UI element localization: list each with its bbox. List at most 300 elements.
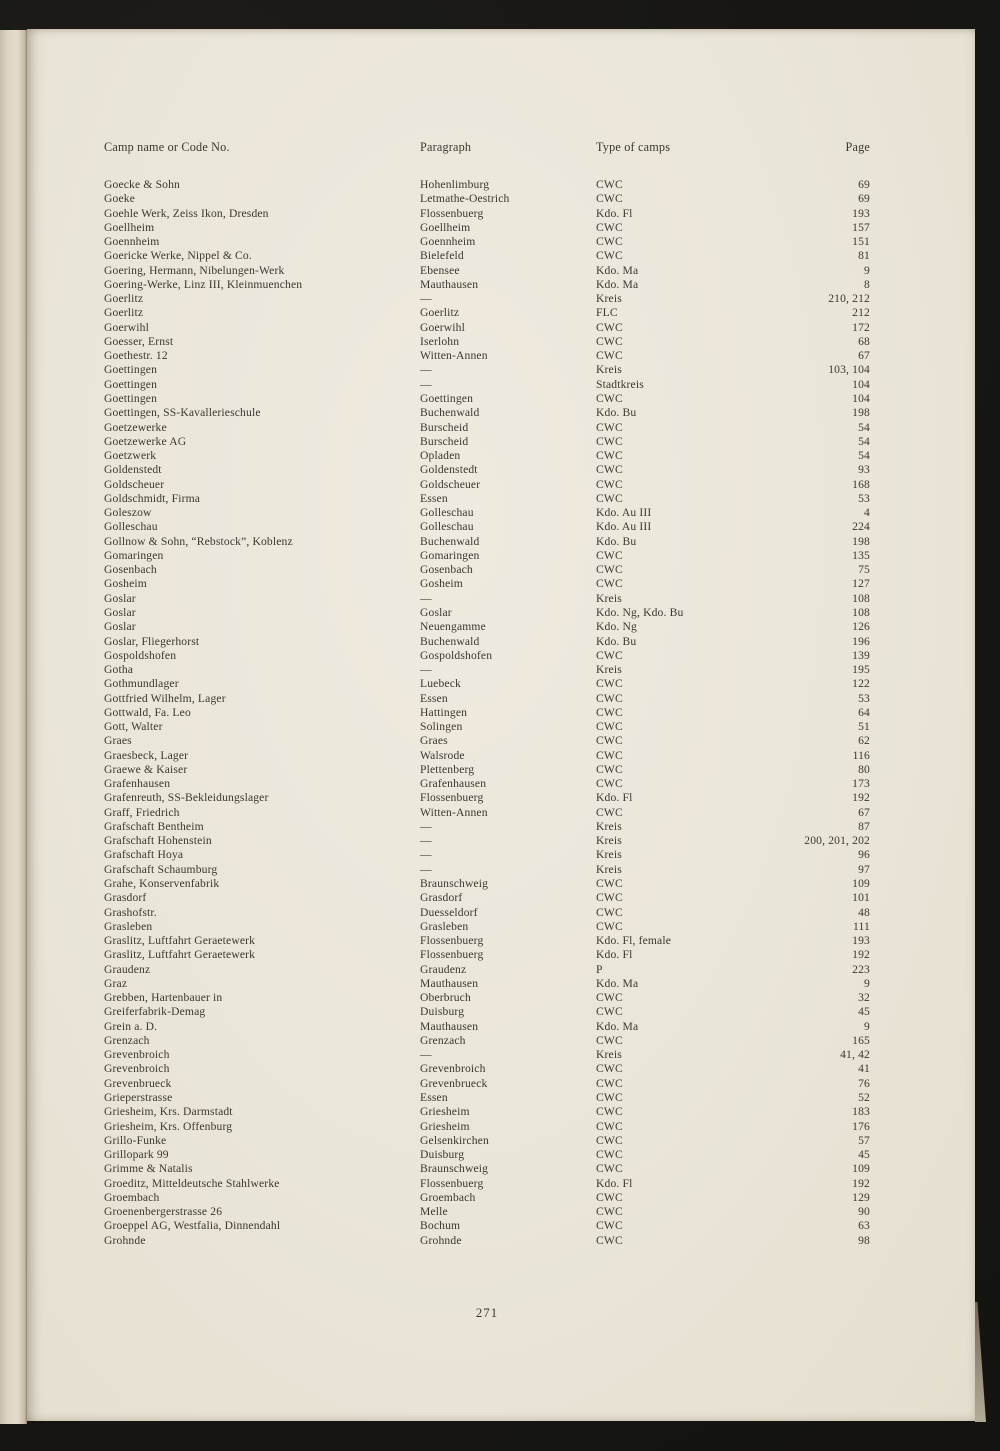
cell-page: 210, 212 <box>828 292 870 306</box>
cell-page: 9 <box>864 976 870 990</box>
cell-camp: Gott, Walter <box>104 720 163 734</box>
cell-paragraph: Mauthausen <box>420 277 479 291</box>
table-row <box>104 1020 870 1034</box>
cell-paragraph: — <box>420 292 432 306</box>
cell-page: 54 <box>858 434 870 448</box>
cell-page: 81 <box>858 249 870 263</box>
table-row <box>104 934 870 948</box>
cell-page: 104 <box>852 377 870 391</box>
table-row <box>104 349 870 363</box>
cell-page: 76 <box>858 1076 870 1090</box>
table-row <box>104 848 870 862</box>
cell-camp: Goettingen <box>104 377 158 391</box>
cell-camp: Grasdorf <box>104 891 147 905</box>
table-row <box>104 506 870 520</box>
cell-camp: Grevenbroich <box>104 1062 170 1076</box>
cell-page: 109 <box>852 877 870 891</box>
cell-page: 223 <box>852 962 870 976</box>
cell-page: 48 <box>858 905 870 919</box>
cell-paragraph: Essen <box>420 1091 448 1104</box>
cell-type: Kreis <box>596 834 622 848</box>
cell-camp: Gothmundlager <box>104 677 179 691</box>
cell-paragraph: Duesseldorf <box>420 905 478 919</box>
cell-paragraph: Hohenlimburg <box>420 178 490 191</box>
table-row <box>104 235 870 249</box>
cell-camp: Goehle Werk, Zeiss Ikon, Dresden <box>104 206 269 220</box>
table-row <box>104 663 870 677</box>
cell-page: 57 <box>858 1133 870 1147</box>
cell-type: CWC <box>596 548 623 562</box>
table-row <box>104 378 870 392</box>
cell-camp: Gomaringen <box>104 548 164 562</box>
cell-page: 4 <box>864 506 870 520</box>
cell-camp: Graudenz <box>104 962 151 976</box>
cell-paragraph: Witten-Annen <box>420 349 488 363</box>
cell-page: 93 <box>858 463 870 477</box>
cell-paragraph: — <box>420 1048 432 1062</box>
cell-page: 198 <box>852 406 870 420</box>
cell-page: 212 <box>852 306 870 320</box>
cell-camp: Goldscheuer <box>104 477 165 491</box>
cell-type: CWC <box>596 434 623 448</box>
cell-paragraph: Golleschau <box>420 520 474 534</box>
cell-type: CWC <box>596 1119 623 1133</box>
cell-type: CWC <box>596 334 623 348</box>
cell-paragraph: Goettingen <box>420 391 474 405</box>
table-row <box>104 449 870 463</box>
cell-paragraph: Goellheim <box>420 220 471 234</box>
cell-type: CWC <box>596 734 623 748</box>
cell-paragraph: Braunschweig <box>420 877 489 891</box>
cell-page: 126 <box>852 620 870 634</box>
cell-type: FLC <box>596 306 618 320</box>
table-row <box>104 677 870 691</box>
cell-paragraph: Grenzach <box>420 1033 466 1047</box>
table-row <box>104 1234 870 1248</box>
cell-camp: Goennheim <box>104 235 160 249</box>
table-row <box>104 1048 870 1062</box>
header-page: Page <box>845 140 870 154</box>
cell-type: Kdo. Ng <box>596 620 637 634</box>
cell-camp: Grein a. D. <box>104 1019 158 1033</box>
cell-page: 32 <box>858 991 870 1005</box>
cell-paragraph: Golleschau <box>420 506 474 520</box>
cell-page: 165 <box>852 1033 870 1047</box>
cell-camp: Goetzwerk <box>104 449 157 463</box>
cell-type: CWC <box>596 1219 623 1233</box>
cell-type: CWC <box>596 391 623 405</box>
cell-page: 67 <box>858 805 870 819</box>
cell-paragraph: Grevenbrueck <box>420 1076 488 1090</box>
cell-page: 183 <box>852 1105 870 1119</box>
cell-paragraph: Buchenwald <box>420 634 480 648</box>
cell-type: CWC <box>596 705 623 719</box>
cell-camp: Groembach <box>104 1190 160 1204</box>
cell-camp: Grafschaft Hohenstein <box>104 834 212 848</box>
cell-page: 9 <box>864 1019 870 1033</box>
cell-type: CWC <box>596 991 623 1005</box>
cell-page: 139 <box>852 648 870 662</box>
table-row <box>104 520 870 534</box>
table-row <box>104 478 870 492</box>
cell-type: CWC <box>596 235 623 249</box>
table-row <box>104 335 870 349</box>
cell-page: 198 <box>852 534 870 548</box>
cell-paragraph: Luebeck <box>420 677 461 691</box>
table-row <box>104 834 870 848</box>
cell-paragraph: Grasleben <box>420 919 469 933</box>
table-row <box>104 563 870 577</box>
cell-camp: Griesheim, Krs. Offenburg <box>104 1119 233 1133</box>
cell-type: CWC <box>596 192 623 206</box>
cell-type: Kdo. Ma <box>596 1019 639 1033</box>
cell-page: 87 <box>858 819 870 833</box>
cell-paragraph: Mauthausen <box>420 1019 479 1033</box>
cell-paragraph: Flossenbuerg <box>420 934 484 948</box>
cell-camp: Goleszow <box>104 506 152 520</box>
cell-type: CWC <box>596 748 623 762</box>
cell-paragraph: Walsrode <box>420 748 465 762</box>
cell-camp: Grillo-Funke <box>104 1133 167 1147</box>
cell-paragraph: Goerwihl <box>420 320 465 334</box>
cell-page: 172 <box>852 320 870 334</box>
cell-type: Kdo. Ma <box>596 277 639 291</box>
table-row <box>104 977 870 991</box>
cell-paragraph: Burscheid <box>420 434 469 448</box>
cell-type: CWC <box>596 491 623 505</box>
cell-camp: Grashofstr. <box>104 905 157 919</box>
cell-camp: Grieperstrasse <box>104 1091 173 1104</box>
cell-page: 192 <box>852 1176 870 1190</box>
cell-type: CWC <box>596 905 623 919</box>
cell-page: 64 <box>858 705 870 719</box>
cell-paragraph: Goerlitz <box>420 306 460 320</box>
cell-paragraph: Graudenz <box>420 962 467 976</box>
cell-camp: Graes <box>104 734 132 748</box>
cell-paragraph: — <box>420 848 432 862</box>
cell-type: CWC <box>596 220 623 234</box>
book-page-stack-edge-right <box>975 1302 986 1422</box>
cell-camp: Grillopark 99 <box>104 1148 169 1162</box>
cell-type: Kreis <box>596 819 622 833</box>
cell-page: 193 <box>852 206 870 220</box>
table-row <box>104 1219 870 1233</box>
cell-page: 129 <box>852 1190 870 1204</box>
table-row <box>104 1162 870 1176</box>
cell-page: 68 <box>858 334 870 348</box>
cell-camp: Graff, Friedrich <box>104 805 180 819</box>
cell-paragraph: Iserlohn <box>420 334 460 348</box>
cell-camp: Gosheim <box>104 577 147 591</box>
cell-page: 135 <box>852 548 870 562</box>
cell-page: 195 <box>852 663 870 677</box>
cell-camp: Goettingen <box>104 363 158 377</box>
table-row <box>104 991 870 1005</box>
cell-camp: Groeppel AG, Westfalia, Dinnendahl <box>104 1219 281 1233</box>
cell-camp: Grahe, Konservenfabrik <box>104 877 220 891</box>
cell-page: 62 <box>858 734 870 748</box>
cell-paragraph: Melle <box>420 1205 448 1219</box>
cell-page: 103, 104 <box>828 363 870 377</box>
table-rows <box>104 178 870 1248</box>
cell-paragraph: Grevenbroich <box>420 1062 486 1076</box>
cell-camp: Goering-Werke, Linz III, Kleinmuenchen <box>104 277 303 291</box>
cell-page: 224 <box>852 520 870 534</box>
cell-camp: Graesbeck, Lager <box>104 748 189 762</box>
cell-paragraph: Neuengamme <box>420 620 486 634</box>
table-row <box>104 292 870 306</box>
table-row <box>104 1134 870 1148</box>
cell-type: CWC <box>596 463 623 477</box>
cell-paragraph: — <box>420 819 432 833</box>
table-row <box>104 1077 870 1091</box>
cell-camp: Goellheim <box>104 220 155 234</box>
cell-camp: Graewe & Kaiser <box>104 762 188 776</box>
cell-type: CWC <box>596 349 623 363</box>
cell-page: 45 <box>858 1005 870 1019</box>
cell-paragraph: Opladen <box>420 449 461 463</box>
cell-type: Stadtkreis <box>596 377 644 391</box>
table-row <box>104 207 870 221</box>
table-row <box>104 592 870 606</box>
cell-type: Kdo. Fl <box>596 948 633 962</box>
cell-page: 53 <box>858 691 870 705</box>
cell-camp: Grimme & Natalis <box>104 1162 193 1176</box>
cell-paragraph: Solingen <box>420 720 463 734</box>
cell-camp: Goetzewerke AG <box>104 434 187 448</box>
cell-paragraph: Graes <box>420 734 448 748</box>
page-number: 271 <box>475 1306 499 1320</box>
cell-type: CWC <box>596 762 623 776</box>
cell-paragraph: Oberbruch <box>420 991 471 1005</box>
table-row <box>104 306 870 320</box>
table-row <box>104 706 870 720</box>
table-row <box>104 249 870 263</box>
cell-camp: Gotha <box>104 663 134 677</box>
cell-page: 111 <box>853 919 870 933</box>
table-row <box>104 720 870 734</box>
cell-page: 151 <box>852 235 870 249</box>
cell-paragraph: Hattingen <box>420 705 468 719</box>
table-row <box>104 963 870 977</box>
cell-camp: Grohnde <box>104 1233 146 1247</box>
cell-type: Kreis <box>596 591 622 605</box>
cell-page: 97 <box>858 862 870 876</box>
cell-type: Kdo. Ma <box>596 263 639 277</box>
table-row <box>104 1062 870 1076</box>
cell-paragraph: Plettenberg <box>420 762 475 776</box>
cell-page: 168 <box>852 477 870 491</box>
table-row <box>104 549 870 563</box>
cell-paragraph: Flossenbuerg <box>420 791 484 805</box>
cell-type: CWC <box>596 1190 623 1204</box>
cell-type: Kdo. Ma <box>596 976 639 990</box>
cell-camp: Goslar <box>104 620 136 634</box>
cell-type: CWC <box>596 919 623 933</box>
cell-page: 96 <box>858 848 870 862</box>
cell-type: CWC <box>596 320 623 334</box>
cell-camp: Graslitz, Luftfahrt Geraetewerk <box>104 948 256 962</box>
cell-paragraph: Witten-Annen <box>420 805 488 819</box>
cell-paragraph: Grasdorf <box>420 891 463 905</box>
cell-type: Kdo. Bu <box>596 534 637 548</box>
cell-type: CWC <box>596 805 623 819</box>
cell-page: 109 <box>852 1162 870 1176</box>
cell-paragraph: Gospoldshofen <box>420 648 493 662</box>
cell-type: CWC <box>596 1233 623 1247</box>
cell-type: CWC <box>596 720 623 734</box>
cell-paragraph: Essen <box>420 691 448 705</box>
cell-page: 127 <box>852 577 870 591</box>
cell-paragraph: Buchenwald <box>420 534 480 548</box>
cell-type: Kdo. Au III <box>596 520 652 534</box>
table-row <box>104 435 870 449</box>
table-row <box>104 1120 870 1134</box>
cell-page: 116 <box>852 748 870 762</box>
cell-type: Kdo. Fl <box>596 206 633 220</box>
cell-page: 45 <box>858 1148 870 1162</box>
table-row <box>104 406 870 420</box>
cell-type: Kreis <box>596 1048 622 1062</box>
cell-camp: Goecke & Sohn <box>104 178 181 191</box>
cell-page: 80 <box>858 762 870 776</box>
table-row <box>104 1091 870 1105</box>
cell-camp: Goslar <box>104 605 136 619</box>
table-row <box>104 492 870 506</box>
table-row <box>104 734 870 748</box>
cell-camp: Grafenhausen <box>104 777 171 791</box>
table-row <box>104 692 870 706</box>
table-row <box>104 192 870 206</box>
table-row <box>104 321 870 335</box>
cell-type: CWC <box>596 1205 623 1219</box>
table-row <box>104 777 870 791</box>
cell-camp: Groenenbergerstrasse 26 <box>104 1205 223 1219</box>
cell-paragraph: Mauthausen <box>420 976 479 990</box>
cell-paragraph: Goldscheuer <box>420 477 481 491</box>
cell-camp: Golleschau <box>104 520 158 534</box>
cell-page: 104 <box>852 391 870 405</box>
header-camp-name: Camp name or Code No. <box>104 140 230 154</box>
cell-paragraph: Griesheim <box>420 1105 470 1119</box>
cell-type: CWC <box>596 477 623 491</box>
table-row <box>104 791 870 805</box>
cell-type: P <box>596 962 603 976</box>
cell-paragraph: Duisburg <box>420 1005 465 1019</box>
table-row <box>104 1148 870 1162</box>
cell-camp: Grafschaft Bentheim <box>104 819 204 833</box>
cell-type: CWC <box>596 1062 623 1076</box>
cell-page: 196 <box>852 634 870 648</box>
cell-type: CWC <box>596 1148 623 1162</box>
cell-type: CWC <box>596 577 623 591</box>
cell-type: Kreis <box>596 363 622 377</box>
cell-type: CWC <box>596 1105 623 1119</box>
table-row <box>104 749 870 763</box>
cell-type: CWC <box>596 420 623 434</box>
cell-camp: Graslitz, Luftfahrt Geraetewerk <box>104 934 256 948</box>
table-row <box>104 1205 870 1219</box>
cell-page: 192 <box>852 948 870 962</box>
table-row <box>104 863 870 877</box>
cell-camp: Goettingen, SS-Kavallerieschule <box>104 406 261 420</box>
cell-paragraph: Gosenbach <box>420 563 473 577</box>
table-row <box>104 891 870 905</box>
cell-page: 122 <box>852 677 870 691</box>
cell-type: Kdo. Fl <box>596 1176 633 1190</box>
cell-page: 173 <box>852 777 870 791</box>
cell-type: CWC <box>596 449 623 463</box>
table-row <box>104 763 870 777</box>
cell-type: Kreis <box>596 663 622 677</box>
cell-type: Kdo. Bu <box>596 634 637 648</box>
cell-paragraph: Flossenbuerg <box>420 206 484 220</box>
cell-camp: Groeditz, Mitteldeutsche Stahlwerke <box>104 1176 280 1190</box>
cell-paragraph: — <box>420 591 432 605</box>
cell-type: Kdo. Fl, female <box>596 934 672 948</box>
cell-type: CWC <box>596 777 623 791</box>
table-row <box>104 877 870 891</box>
cell-camp: Grevenbrueck <box>104 1076 172 1090</box>
cell-type: CWC <box>596 1162 623 1176</box>
cell-type: CWC <box>596 563 623 577</box>
cell-camp: Goethestr. 12 <box>104 349 168 363</box>
cell-page: 67 <box>858 349 870 363</box>
cell-paragraph: Buchenwald <box>420 406 480 420</box>
cell-camp: Goslar, Fliegerhorst <box>104 634 200 648</box>
cell-paragraph: Goennheim <box>420 235 476 249</box>
cell-type: CWC <box>596 1033 623 1047</box>
cell-page: 108 <box>852 591 870 605</box>
cell-camp: Griesheim, Krs. Darmstadt <box>104 1105 233 1119</box>
table-row <box>104 264 870 278</box>
cell-type: Kdo. Bu <box>596 406 637 420</box>
table-row <box>104 806 870 820</box>
cell-type: CWC <box>596 1091 623 1104</box>
cell-paragraph: — <box>420 363 432 377</box>
cell-camp: Goeke <box>104 192 136 206</box>
cell-page: 90 <box>858 1205 870 1219</box>
table-row <box>104 649 870 663</box>
table-row <box>104 635 870 649</box>
cell-type: Kdo. Fl <box>596 791 633 805</box>
cell-page: 9 <box>864 263 870 277</box>
cell-camp: Grebben, Hartenbauer in <box>104 991 223 1005</box>
table-row <box>104 221 870 235</box>
cell-type: CWC <box>596 1005 623 1019</box>
cell-paragraph: Goslar <box>420 605 452 619</box>
cell-camp: Goerlitz <box>104 306 144 320</box>
cell-type: CWC <box>596 249 623 263</box>
cell-paragraph: Burscheid <box>420 420 469 434</box>
table-row <box>104 1005 870 1019</box>
cell-page: 41, 42 <box>840 1048 870 1062</box>
cell-paragraph: Groembach <box>420 1190 476 1204</box>
cell-camp: Goldschmidt, Firma <box>104 491 201 505</box>
cell-paragraph: Gosheim <box>420 577 463 591</box>
header-type-of-camps: Type of camps <box>596 140 671 154</box>
cell-paragraph: Gomaringen <box>420 548 480 562</box>
table-row <box>104 1191 870 1205</box>
cell-type: CWC <box>596 891 623 905</box>
table-row <box>104 577 870 591</box>
cell-page: 8 <box>864 277 870 291</box>
cell-paragraph: — <box>420 834 432 848</box>
cell-page: 41 <box>858 1062 870 1076</box>
cell-paragraph: Griesheim <box>420 1119 470 1133</box>
cell-page: 69 <box>858 178 870 191</box>
cell-page: 98 <box>858 1233 870 1247</box>
